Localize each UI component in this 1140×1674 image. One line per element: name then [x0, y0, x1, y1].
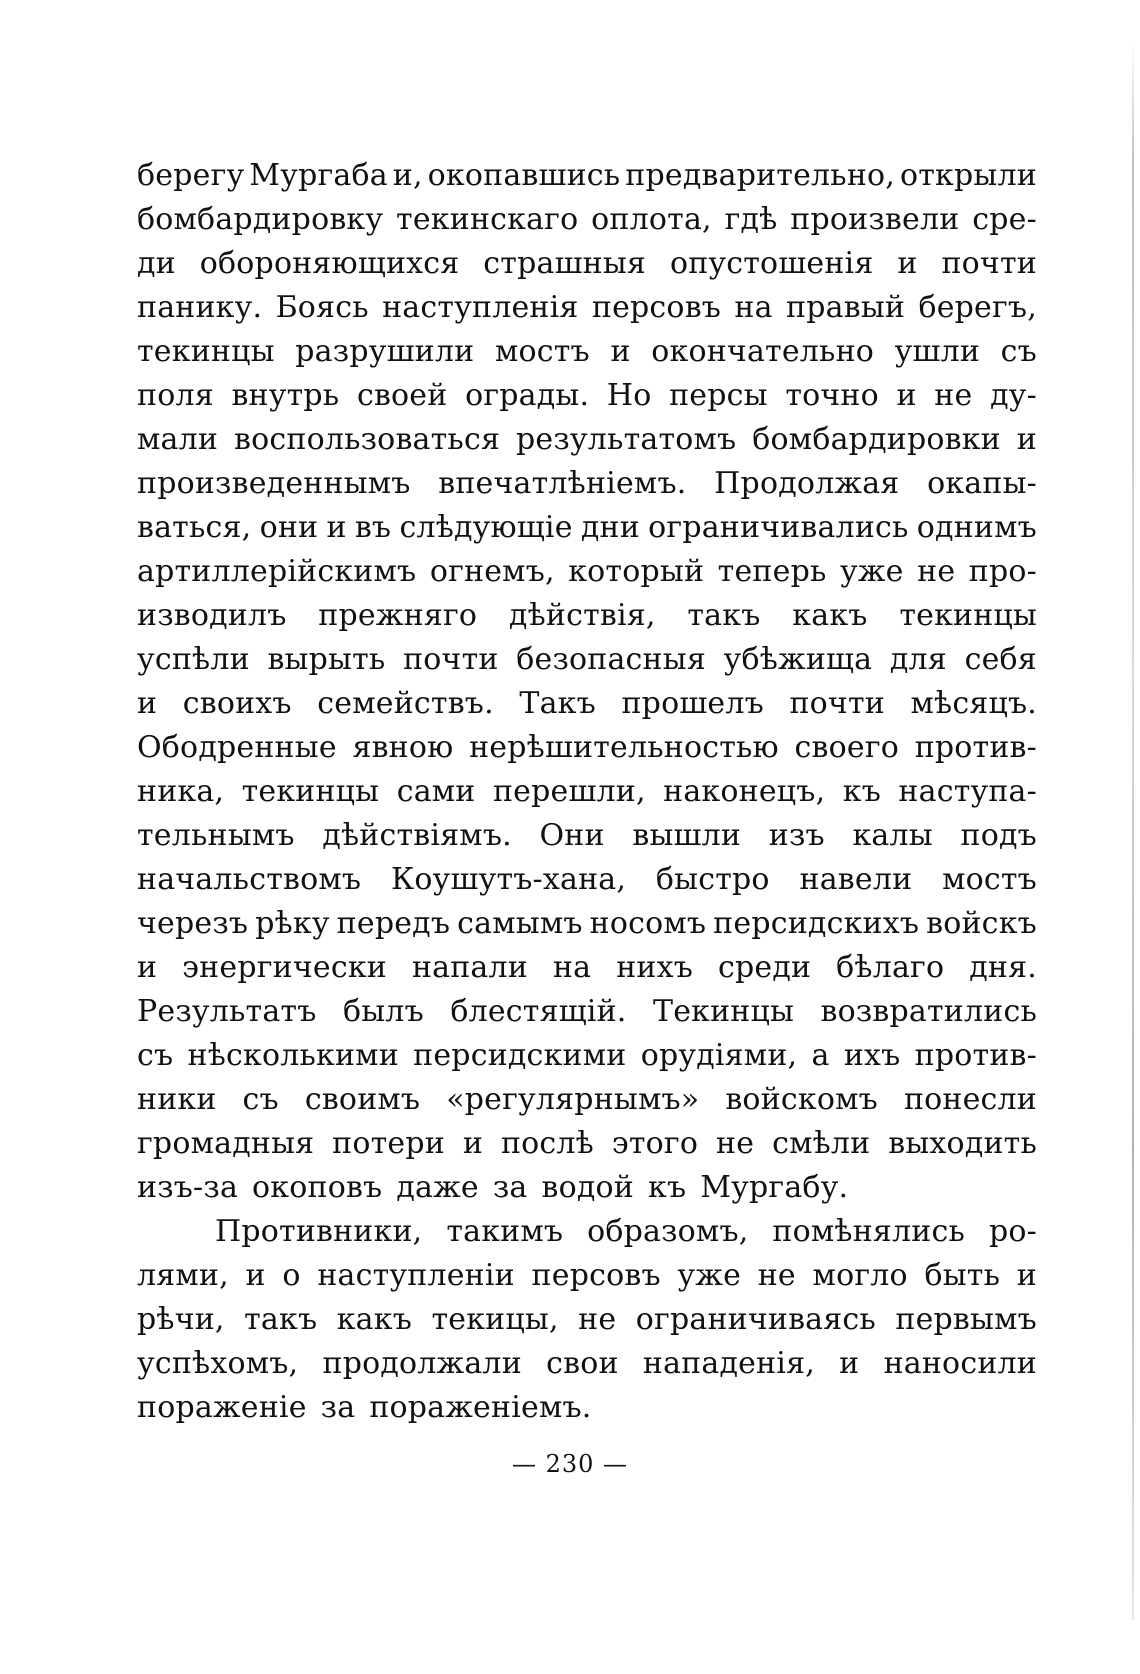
word: гдѣ	[724, 202, 778, 237]
word: успѣли	[137, 642, 250, 677]
text-line	[137, 374, 1037, 418]
text-line	[137, 682, 1037, 726]
word: своего	[794, 730, 900, 765]
word: Коушутъ-хана,	[390, 862, 627, 897]
word: продолжали	[322, 1346, 522, 1381]
text-line	[137, 1342, 1037, 1386]
word: воспользоваться	[234, 422, 501, 457]
text-line	[137, 286, 1037, 330]
word: ника,	[137, 774, 225, 809]
word: разрушили	[295, 334, 475, 369]
text-line	[137, 1122, 1037, 1166]
word: Продолжая	[714, 466, 900, 501]
word: Но	[606, 378, 652, 413]
word: ограничивались	[648, 510, 909, 545]
word: быстро	[655, 862, 770, 897]
word: наносили	[883, 1346, 1037, 1381]
word: выходить	[888, 1126, 1037, 1161]
word: не	[578, 1302, 617, 1337]
word: Такъ	[519, 686, 596, 721]
text-line	[137, 902, 1037, 946]
word: ихъ	[843, 1038, 901, 1073]
word: на	[734, 290, 773, 325]
word: и	[326, 510, 347, 545]
word: ограничиваясь	[635, 1302, 876, 1337]
text-line	[137, 1078, 1037, 1122]
text-line	[137, 550, 1037, 594]
word: мостъ	[494, 334, 590, 369]
text-line	[137, 1298, 1037, 1342]
word: Мургаба	[249, 158, 388, 193]
word: этого	[611, 1126, 699, 1161]
text-line	[137, 154, 1037, 198]
word: персы	[669, 378, 768, 413]
word: сре-	[972, 202, 1037, 237]
word: бомбардировку	[137, 202, 384, 237]
word: какъ	[336, 1302, 413, 1337]
word: и	[610, 334, 631, 369]
text-line	[137, 1210, 1037, 1254]
word: къ	[842, 774, 881, 809]
word: берегъ,	[918, 290, 1037, 325]
text-line	[137, 858, 1037, 902]
word: носомъ	[589, 906, 707, 941]
word: поля	[137, 378, 214, 413]
word: артиллерійскимъ	[137, 554, 417, 589]
word: первымъ	[895, 1302, 1037, 1337]
text-line	[137, 814, 1037, 858]
word: страшныя	[483, 246, 647, 281]
word: не	[917, 554, 956, 589]
word: какъ	[792, 598, 868, 633]
word: такъ	[244, 1302, 318, 1337]
text-line	[137, 198, 1037, 242]
word: энергически	[182, 950, 387, 985]
word: рѣку	[255, 906, 330, 941]
word: рѣчи,	[137, 1302, 225, 1337]
word: такимъ	[446, 1214, 564, 1249]
word: результатомъ	[516, 422, 737, 457]
word: прежняго	[318, 598, 478, 633]
scan-page-edge	[1132, 40, 1134, 1620]
word: бѣлаго	[836, 950, 945, 985]
word: въ	[354, 510, 392, 545]
text-line	[137, 638, 1037, 682]
word: самымъ	[457, 906, 583, 941]
word: и	[245, 1258, 266, 1293]
word: войскомъ	[725, 1082, 878, 1117]
word: бомбардировки	[752, 422, 1001, 457]
word: ограды.	[465, 378, 590, 413]
word: изъ	[768, 818, 825, 853]
word: наступленія	[382, 290, 579, 325]
word: за	[492, 1170, 528, 1205]
text-line	[137, 946, 1037, 990]
text-line	[137, 1254, 1037, 1298]
word: дня.	[969, 950, 1037, 985]
word: правый	[786, 290, 906, 325]
word: вырыть	[267, 642, 386, 677]
word: текинцы	[137, 334, 275, 369]
text-line	[137, 418, 1037, 462]
word: подъ	[960, 818, 1037, 853]
word: Мургабу.	[700, 1170, 849, 1205]
word: не	[757, 1258, 796, 1293]
word: и	[1016, 1258, 1037, 1293]
text-line	[137, 242, 1037, 286]
word: почти	[789, 686, 885, 721]
word: даже	[396, 1170, 479, 1205]
text-line	[137, 1386, 1037, 1430]
word: не	[934, 378, 973, 413]
word: своей	[356, 378, 448, 413]
word: къ	[648, 1170, 687, 1205]
word: сами	[396, 774, 476, 809]
word: послѣ	[500, 1126, 594, 1161]
text-line	[137, 770, 1037, 814]
word: навели	[799, 862, 913, 897]
word: точно	[785, 378, 879, 413]
word: персидскихъ	[713, 906, 920, 941]
word: нерѣшительностью	[469, 730, 779, 765]
word: черезъ	[137, 906, 249, 941]
word: и	[1016, 422, 1037, 457]
word: окоповъ	[252, 1170, 383, 1205]
word: безопасныя	[516, 642, 706, 677]
word: текинцы	[899, 598, 1037, 633]
word: они	[259, 510, 319, 545]
word: огнемъ,	[429, 554, 555, 589]
word: явною	[352, 730, 454, 765]
word: пораженіемъ.	[369, 1390, 592, 1425]
word: открыли	[899, 158, 1037, 193]
word: наконецъ,	[663, 774, 826, 809]
text-line	[137, 330, 1037, 374]
word: слѣдующіе	[399, 510, 573, 545]
word: свои	[546, 1346, 619, 1381]
word: уже	[677, 1258, 742, 1293]
word: против-	[914, 730, 1037, 765]
word: о	[282, 1258, 301, 1293]
word: напали	[411, 950, 528, 985]
word: оплота,	[591, 202, 712, 237]
word: образомъ,	[587, 1214, 749, 1249]
word: и	[896, 378, 917, 413]
word: своихъ	[182, 686, 292, 721]
word: для	[889, 642, 947, 677]
word: нападенія,	[642, 1346, 815, 1381]
word: окапы-	[927, 466, 1037, 501]
word: возвратились	[820, 994, 1037, 1029]
word: уже	[840, 554, 904, 589]
word: почти	[403, 642, 499, 677]
word: и	[137, 686, 158, 721]
word: ники	[137, 1082, 217, 1117]
word: персидскими	[413, 1038, 627, 1073]
word: понесли	[903, 1082, 1037, 1117]
word: Боясь	[275, 290, 369, 325]
word: текинцы	[241, 774, 380, 809]
word: смѣли	[772, 1126, 871, 1161]
word: нихъ	[616, 950, 693, 985]
word: семействъ.	[317, 686, 494, 721]
word: начальствомъ	[137, 862, 362, 897]
word: панику.	[137, 290, 263, 325]
word: и,	[392, 158, 423, 193]
word: ушли	[894, 334, 981, 369]
text-line	[137, 462, 1037, 506]
word: дѣйствія,	[508, 598, 656, 633]
word: убѣжища	[723, 642, 873, 677]
word: наступа-	[898, 774, 1037, 809]
word: съ	[137, 1038, 174, 1073]
word: мостъ	[942, 862, 1037, 897]
word: который	[568, 554, 705, 589]
word: съ	[1000, 334, 1037, 369]
word: былъ	[342, 994, 424, 1029]
word: наступленіи	[317, 1258, 515, 1293]
word: и	[839, 1346, 860, 1381]
word: прошелъ	[621, 686, 764, 721]
word: такъ	[687, 598, 761, 633]
word: и	[897, 246, 918, 281]
word: однимъ	[916, 510, 1037, 545]
word: среди	[717, 950, 812, 985]
word: Ободренные	[137, 730, 337, 765]
word: калы	[852, 818, 933, 853]
word: произвели	[790, 202, 960, 237]
word: теперь	[717, 554, 827, 589]
word: ди	[137, 246, 176, 281]
word: ваться,	[137, 510, 252, 545]
word: текицы,	[431, 1302, 559, 1337]
word: могло	[812, 1258, 908, 1293]
text-line	[137, 1166, 1037, 1210]
word: войскъ	[926, 906, 1037, 941]
word: ду-	[990, 378, 1037, 413]
word: окончательно	[651, 334, 875, 369]
word: дѣйствіямъ.	[322, 818, 512, 853]
word: предварительно,	[625, 158, 896, 193]
word: Результатъ	[137, 994, 317, 1029]
word: «регулярнымъ»	[446, 1082, 700, 1117]
word: ро-	[988, 1214, 1037, 1249]
word: за	[320, 1390, 356, 1425]
text-line	[137, 726, 1037, 770]
word: произведеннымъ	[137, 466, 411, 501]
word: а	[811, 1038, 830, 1073]
word: лями,	[137, 1258, 229, 1293]
word: Текинцы	[652, 994, 795, 1029]
text-line	[137, 594, 1037, 638]
word: не	[716, 1126, 755, 1161]
word: помѣнялись	[772, 1214, 966, 1249]
word: успѣхомъ,	[137, 1346, 299, 1381]
word: окопавшись	[427, 158, 621, 193]
word: почти	[941, 246, 1037, 281]
word: себя	[964, 642, 1037, 677]
word: на	[552, 950, 592, 985]
body-text	[137, 154, 1037, 1430]
word: и	[137, 950, 158, 985]
word: тельнымъ	[137, 818, 295, 853]
text-line	[137, 506, 1037, 550]
word: мѣсяцъ.	[910, 686, 1037, 721]
word: изводилъ	[137, 598, 287, 633]
word: текинскаго	[396, 202, 579, 237]
word: внутрь	[231, 378, 340, 413]
word: передъ	[336, 906, 451, 941]
word: Противники,	[215, 1214, 423, 1249]
word: перешли,	[492, 774, 646, 809]
word: потери	[332, 1126, 445, 1161]
word: быть	[924, 1258, 1001, 1293]
word: берегу	[137, 158, 245, 193]
text-line	[137, 1034, 1037, 1078]
word: Они	[539, 818, 605, 853]
word: съ	[242, 1082, 279, 1117]
word: обороняющихся	[199, 246, 460, 281]
word: опустошенія	[669, 246, 874, 281]
word: дни	[580, 510, 640, 545]
word: вышли	[632, 818, 742, 853]
word: своимъ	[304, 1082, 421, 1117]
word: громадныя	[137, 1126, 315, 1161]
word: против-	[914, 1038, 1037, 1073]
word: изъ-за	[137, 1170, 239, 1205]
word: мали	[137, 422, 219, 457]
word: орудіями,	[640, 1038, 798, 1073]
word: впечатлѣніемъ.	[438, 466, 687, 501]
word: персовъ	[591, 290, 722, 325]
word: нѣсколькими	[187, 1038, 399, 1073]
word: водой	[541, 1170, 634, 1205]
word: персовъ	[531, 1258, 661, 1293]
text-line	[137, 990, 1037, 1034]
page-number: — 230 —	[511, 1450, 629, 1478]
word: про-	[968, 554, 1037, 589]
word: блестящій.	[450, 994, 627, 1029]
word: и	[462, 1126, 484, 1161]
word: пораженіе	[137, 1390, 307, 1425]
